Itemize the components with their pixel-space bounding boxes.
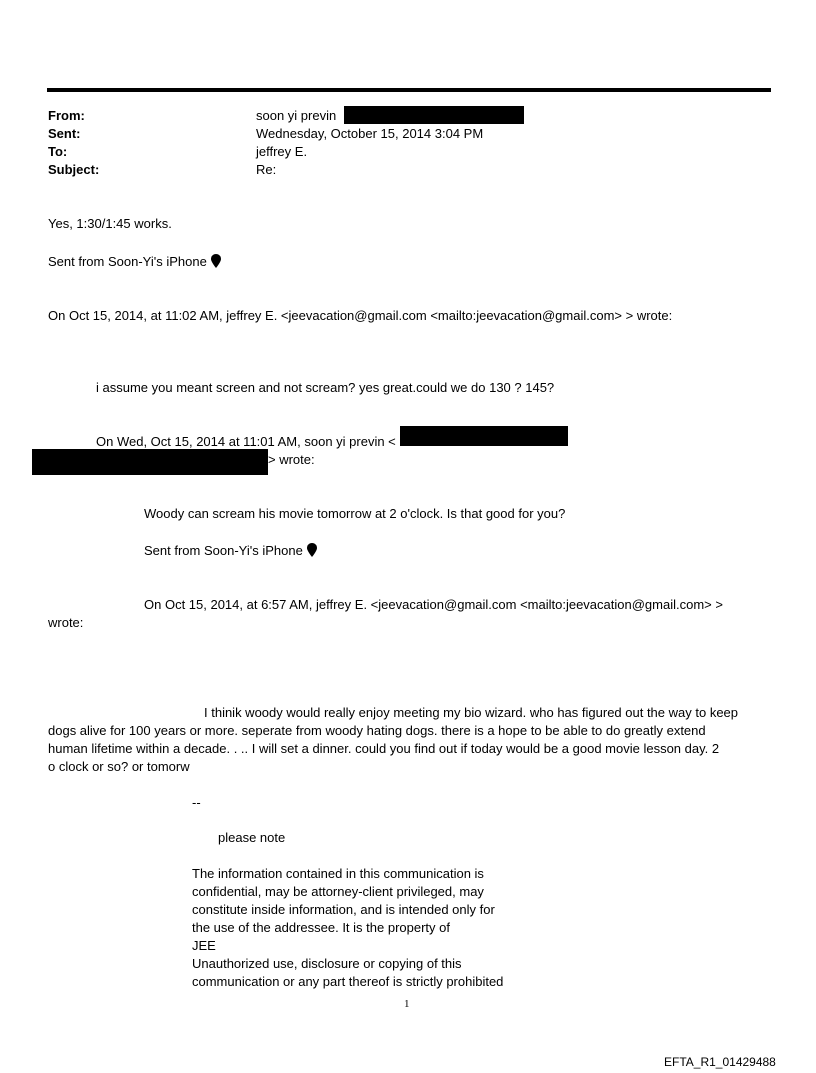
message-line: I thinik woody would really enjoy meeting my bio wizard. who has figured out the way to keep: [204, 705, 739, 720]
from-label: From:: [48, 108, 85, 123]
disclaimer-line: The information contained in this communication is: [192, 866, 484, 881]
to-value: jeffrey E.: [256, 144, 308, 159]
iphone-signature: [144, 543, 317, 561]
redaction-box: [400, 426, 568, 446]
disclaimer-line: constitute inside information, and is intended only for: [192, 902, 495, 917]
quote-header: On Oct 15, 2014, at 6:57 AM, jeffrey E. <jeevacation@gmail.com <mailto:jeevacation@gmail.com> >: [144, 597, 723, 612]
message-line: dogs alive for 100 years or more. seperate from woody hating dogs. there is a hope to be able to do greatly extend: [48, 723, 706, 738]
redaction-box: [32, 449, 268, 475]
quote-header-end: > wrote:: [268, 452, 315, 467]
disclaimer-line: Unauthorized use, disclosure or copying of this: [192, 956, 462, 971]
quoted-message: Woody can scream his movie tomorrow at 2 o'clock. Is that good for you?: [144, 506, 566, 521]
quote-header-end: wrote:: [48, 615, 84, 630]
please-note: please note: [218, 830, 286, 845]
reply-text: Yes, 1:30/1:45 works.: [48, 216, 172, 231]
to-label: To:: [48, 144, 68, 159]
disclaimer-line: confidential, may be attorney-client privileged, may: [192, 884, 484, 899]
page-number: 1: [404, 998, 410, 1010]
quote-header: On Wed, Oct 15, 2014 at 11:01 AM, soon yi previn <: [96, 434, 396, 449]
quote-header: On Oct 15, 2014, at 11:02 AM, jeffrey E. <jeevacation@gmail.com <mailto:jeevacation@gmail.com> > wrote:: [48, 308, 673, 323]
subject-value: Re:: [256, 162, 277, 177]
sent-value: Wednesday, October 15, 2014 3:04 PM: [256, 126, 484, 141]
subject-label: Subject:: [48, 162, 100, 177]
message-line: human lifetime within a decade. . .. I will set a dinner. could you find out if today would be a good movie lesson day. 2: [48, 741, 720, 756]
header-rule: [47, 88, 771, 92]
iphone-signature: [48, 254, 221, 272]
message-line: o clock or so? or tomorw: [48, 759, 190, 774]
redaction-box: [344, 106, 524, 124]
signature-text: Sent from Soon-Yi's iPhone: [48, 254, 207, 269]
quoted-reply: i assume you meant screen and not scream? yes great.could we do 130 ? 145?: [96, 380, 555, 395]
disclaimer-line: communication or any part thereof is strictly prohibited: [192, 974, 504, 989]
sent-label: Sent:: [48, 126, 81, 141]
location-pin-icon: [211, 254, 221, 272]
signature-text: Sent from Soon-Yi's iPhone: [144, 543, 303, 558]
from-value: soon yi previn: [256, 108, 337, 123]
disclaimer-line: the use of the addressee. It is the property of: [192, 920, 450, 935]
signature-separator: --: [192, 795, 201, 810]
location-pin-icon: [307, 543, 317, 561]
document-id: EFTA_R1_01429488: [664, 1055, 776, 1069]
disclaimer-line: JEE: [192, 938, 216, 953]
